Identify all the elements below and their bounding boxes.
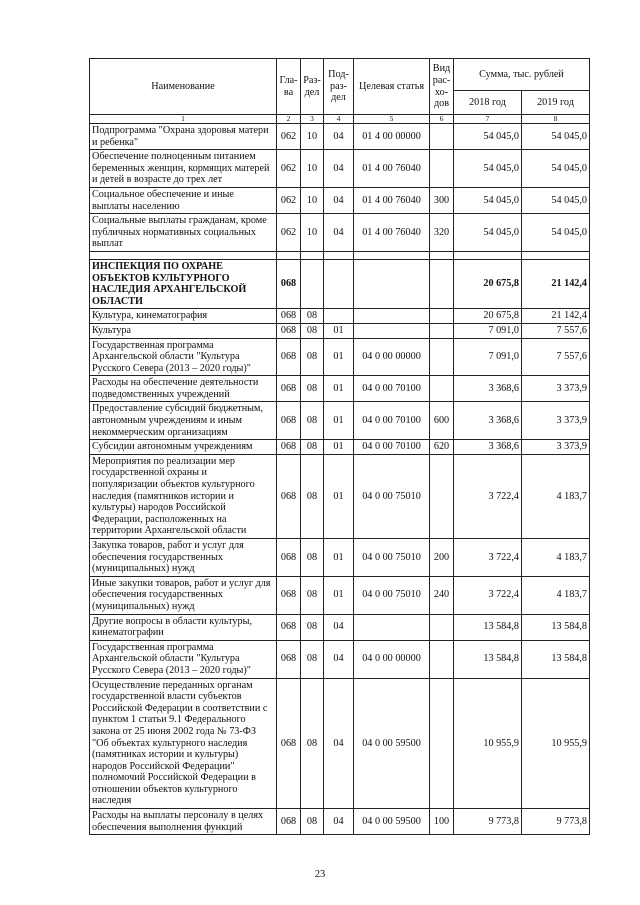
row-amount-2018: 20 675,8 bbox=[454, 309, 522, 324]
row-target: 04 0 00 70100 bbox=[354, 440, 430, 455]
row-amount-2018: 54 045,0 bbox=[454, 150, 522, 188]
row-vid bbox=[430, 309, 454, 324]
row-amount-2019: 54 045,0 bbox=[522, 214, 590, 252]
row-podrazdel: 01 bbox=[324, 576, 354, 614]
row-target: 04 0 00 75010 bbox=[354, 454, 430, 538]
table-row bbox=[90, 640, 590, 678]
row-vid bbox=[430, 124, 454, 150]
header-razdel: Раз-дел bbox=[301, 59, 324, 115]
row-amount-2019: 21 142,4 bbox=[522, 259, 590, 308]
table-row bbox=[90, 309, 590, 324]
row-razdel: 08 bbox=[301, 539, 324, 577]
row-razdel: 10 bbox=[301, 214, 324, 252]
row-glava: 068 bbox=[277, 259, 301, 308]
row-glava: 068 bbox=[277, 323, 301, 338]
row-amount-2019: 54 045,0 bbox=[522, 124, 590, 150]
row-amount-2018: 9 773,8 bbox=[454, 809, 522, 835]
row-target: 04 0 00 70100 bbox=[354, 402, 430, 440]
row-glava: 062 bbox=[277, 124, 301, 150]
row-amount-2019: 9 773,8 bbox=[522, 809, 590, 835]
row-name: Субсидии автономным учреждениям bbox=[90, 440, 277, 455]
row-target bbox=[354, 309, 430, 324]
row-vid bbox=[430, 323, 454, 338]
table-row bbox=[90, 187, 590, 213]
row-name: Расходы на обеспечение деятельности подведомственных учреждений bbox=[90, 376, 277, 402]
row-name: Иные закупки товаров, работ и услуг для обеспечения государственных (муниципальных) нужд bbox=[90, 576, 277, 614]
row-amount-2018: 3 722,4 bbox=[454, 539, 522, 577]
row-vid bbox=[430, 454, 454, 538]
row-podrazdel: 04 bbox=[324, 150, 354, 188]
row-amount-2019: 13 584,8 bbox=[522, 640, 590, 678]
table-row bbox=[90, 124, 590, 150]
row-name: Социальное обеспечение и иные выплаты населению bbox=[90, 187, 277, 213]
row-amount-2018: 54 045,0 bbox=[454, 214, 522, 252]
row-razdel: 08 bbox=[301, 678, 324, 809]
row-target: 04 0 00 00000 bbox=[354, 338, 430, 376]
row-razdel: 10 bbox=[301, 187, 324, 213]
column-number: 7 bbox=[454, 115, 522, 124]
row-amount-2018: 3 368,6 bbox=[454, 402, 522, 440]
row-glava: 068 bbox=[277, 376, 301, 402]
table-row bbox=[90, 376, 590, 402]
row-vid bbox=[430, 376, 454, 402]
column-number: 6 bbox=[430, 115, 454, 124]
row-vid: 100 bbox=[430, 809, 454, 835]
row-vid: 320 bbox=[430, 214, 454, 252]
row-name: Государственная программа Архангельской области "Культура Русского Севера (2013 – 2020 годы)" bbox=[90, 640, 277, 678]
row-vid: 200 bbox=[430, 539, 454, 577]
row-podrazdel: 01 bbox=[324, 338, 354, 376]
row-glava: 062 bbox=[277, 150, 301, 188]
header-sum: Сумма, тыс. рублей bbox=[454, 59, 590, 91]
row-podrazdel: 01 bbox=[324, 376, 354, 402]
row-target: 04 0 00 70100 bbox=[354, 376, 430, 402]
row-amount-2018: 20 675,8 bbox=[454, 259, 522, 308]
row-razdel: 08 bbox=[301, 576, 324, 614]
row-glava: 068 bbox=[277, 539, 301, 577]
row-name: Другие вопросы в области культуры, кинематографии bbox=[90, 614, 277, 640]
header-year-2019: 2019 год bbox=[522, 91, 590, 115]
row-amount-2018: 13 584,8 bbox=[454, 614, 522, 640]
row-amount-2019: 4 183,7 bbox=[522, 454, 590, 538]
row-podrazdel bbox=[324, 259, 354, 308]
column-number: 1 bbox=[90, 115, 277, 124]
row-amount-2019: 54 045,0 bbox=[522, 150, 590, 188]
row-razdel: 08 bbox=[301, 614, 324, 640]
row-target bbox=[354, 323, 430, 338]
header-glava: Гла-ва bbox=[277, 59, 301, 115]
row-podrazdel: 04 bbox=[324, 187, 354, 213]
row-glava: 068 bbox=[277, 309, 301, 324]
row-target bbox=[354, 259, 430, 308]
row-name: Закупка товаров, работ и услуг для обеспечения государственных (муниципальных) нужд bbox=[90, 539, 277, 577]
row-razdel: 10 bbox=[301, 124, 324, 150]
row-amount-2018: 7 091,0 bbox=[454, 323, 522, 338]
row-name: Обеспечение полноценным питанием беременных женщин, кормящих матерей и детей в возрасте до трех лет bbox=[90, 150, 277, 188]
row-razdel: 08 bbox=[301, 440, 324, 455]
row-podrazdel: 01 bbox=[324, 539, 354, 577]
row-razdel: 08 bbox=[301, 338, 324, 376]
row-vid bbox=[430, 259, 454, 308]
row-podrazdel: 01 bbox=[324, 323, 354, 338]
table-row bbox=[90, 539, 590, 577]
row-amount-2019: 3 373,9 bbox=[522, 440, 590, 455]
row-podrazdel: 04 bbox=[324, 124, 354, 150]
row-amount-2018: 54 045,0 bbox=[454, 124, 522, 150]
spacer-row bbox=[90, 251, 590, 259]
page-number: 23 bbox=[314, 869, 326, 880]
table-row bbox=[90, 454, 590, 538]
table-row bbox=[90, 150, 590, 188]
table-row bbox=[90, 259, 590, 308]
row-amount-2018: 7 091,0 bbox=[454, 338, 522, 376]
row-glava: 068 bbox=[277, 576, 301, 614]
header-name: Наименование bbox=[90, 59, 277, 115]
row-name: Предоставление субсидий бюджетным, автономным учреждениям и иным некоммерческим организациям bbox=[90, 402, 277, 440]
row-glava: 068 bbox=[277, 614, 301, 640]
row-amount-2019: 10 955,9 bbox=[522, 678, 590, 809]
row-target: 01 4 00 76040 bbox=[354, 150, 430, 188]
row-glava: 068 bbox=[277, 338, 301, 376]
row-amount-2019: 21 142,4 bbox=[522, 309, 590, 324]
row-razdel: 10 bbox=[301, 150, 324, 188]
row-target: 01 4 00 76040 bbox=[354, 214, 430, 252]
row-razdel: 08 bbox=[301, 309, 324, 324]
row-amount-2019: 7 557,6 bbox=[522, 323, 590, 338]
row-vid bbox=[430, 614, 454, 640]
budget-table bbox=[89, 58, 590, 835]
row-razdel: 08 bbox=[301, 323, 324, 338]
row-amount-2019: 3 373,9 bbox=[522, 402, 590, 440]
row-amount-2018: 3 368,6 bbox=[454, 376, 522, 402]
row-name: Мероприятия по реализации мер государственной охраны и популяризации объектов культурного наследия (памятников истории и культуры) народов Российской Федерации, расположенных на территории Архангельской области bbox=[90, 454, 277, 538]
column-number: 5 bbox=[354, 115, 430, 124]
row-razdel: 08 bbox=[301, 454, 324, 538]
header-target: Целевая статья bbox=[354, 59, 430, 115]
row-amount-2018: 10 955,9 bbox=[454, 678, 522, 809]
row-podrazdel: 01 bbox=[324, 454, 354, 538]
row-razdel bbox=[301, 259, 324, 308]
row-name: Государственная программа Архангельской области "Культура Русского Севера (2013 – 2020 годы)" bbox=[90, 338, 277, 376]
row-podrazdel: 04 bbox=[324, 640, 354, 678]
row-amount-2018: 54 045,0 bbox=[454, 187, 522, 213]
row-amount-2019: 54 045,0 bbox=[522, 187, 590, 213]
row-podrazdel: 04 bbox=[324, 614, 354, 640]
row-podrazdel: 01 bbox=[324, 440, 354, 455]
row-vid bbox=[430, 338, 454, 376]
row-razdel: 08 bbox=[301, 640, 324, 678]
row-target: 04 0 00 00000 bbox=[354, 640, 430, 678]
row-name: Осуществление переданных органам государственной власти субъектов Российской Федерации в соответствии с пунктом 1 статьи 9.1 Федерального закона от 25 июня 2002 года № 73-ФЗ "Об объектах культурного наследия (памятниках истории и культуры) народов Российской Федерации" полномочий Российской Федерации в отношении объектов культурного наследия bbox=[90, 678, 277, 809]
table-row bbox=[90, 338, 590, 376]
row-razdel: 08 bbox=[301, 809, 324, 835]
row-amount-2019: 4 183,7 bbox=[522, 539, 590, 577]
row-amount-2018: 3 368,6 bbox=[454, 440, 522, 455]
column-number: 8 bbox=[522, 115, 590, 124]
header-year-2018: 2018 год bbox=[454, 91, 522, 115]
row-target: 04 0 00 59500 bbox=[354, 809, 430, 835]
row-amount-2018: 3 722,4 bbox=[454, 454, 522, 538]
row-glava: 062 bbox=[277, 214, 301, 252]
row-vid bbox=[430, 640, 454, 678]
row-name: ИНСПЕКЦИЯ ПО ОХРАНЕ ОБЪЕКТОВ КУЛЬТУРНОГО НАСЛЕДИЯ АРХАНГЕЛЬСКОЙ ОБЛАСТИ bbox=[90, 259, 277, 308]
row-glava: 068 bbox=[277, 809, 301, 835]
row-vid: 240 bbox=[430, 576, 454, 614]
row-name: Социальные выплаты гражданам, кроме публичных нормативных социальных выплат bbox=[90, 214, 277, 252]
row-amount-2019: 4 183,7 bbox=[522, 576, 590, 614]
row-podrazdel: 04 bbox=[324, 214, 354, 252]
row-amount-2019: 3 373,9 bbox=[522, 376, 590, 402]
table-row bbox=[90, 576, 590, 614]
row-podrazdel: 01 bbox=[324, 402, 354, 440]
row-glava: 068 bbox=[277, 640, 301, 678]
row-amount-2018: 13 584,8 bbox=[454, 640, 522, 678]
table-row bbox=[90, 614, 590, 640]
row-amount-2019: 13 584,8 bbox=[522, 614, 590, 640]
row-name: Культура bbox=[90, 323, 277, 338]
row-podrazdel: 04 bbox=[324, 678, 354, 809]
header-podrazdel: Под-раз-дел bbox=[324, 59, 354, 115]
row-target: 04 0 00 59500 bbox=[354, 678, 430, 809]
table-row bbox=[90, 809, 590, 835]
row-target bbox=[354, 614, 430, 640]
table-row bbox=[90, 678, 590, 809]
column-number: 4 bbox=[324, 115, 354, 124]
table-row bbox=[90, 440, 590, 455]
row-amount-2018: 3 722,4 bbox=[454, 576, 522, 614]
row-name: Культура, кинематография bbox=[90, 309, 277, 324]
row-target: 01 4 00 00000 bbox=[354, 124, 430, 150]
row-glava: 068 bbox=[277, 440, 301, 455]
row-podrazdel: 04 bbox=[324, 809, 354, 835]
row-name: Расходы на выплаты персоналу в целях обеспечения выполнения функций bbox=[90, 809, 277, 835]
table-row bbox=[90, 214, 590, 252]
row-glava: 068 bbox=[277, 402, 301, 440]
row-vid: 620 bbox=[430, 440, 454, 455]
header-vid: Вид рас-хо-дов bbox=[430, 59, 454, 115]
row-razdel: 08 bbox=[301, 402, 324, 440]
row-glava: 068 bbox=[277, 678, 301, 809]
row-amount-2019: 7 557,6 bbox=[522, 338, 590, 376]
row-glava: 068 bbox=[277, 454, 301, 538]
column-number: 3 bbox=[301, 115, 324, 124]
table-row bbox=[90, 323, 590, 338]
row-vid: 300 bbox=[430, 187, 454, 213]
row-target: 04 0 00 75010 bbox=[354, 576, 430, 614]
row-target: 01 4 00 76040 bbox=[354, 187, 430, 213]
row-target: 04 0 00 75010 bbox=[354, 539, 430, 577]
column-number: 2 bbox=[277, 115, 301, 124]
row-name: Подпрограмма "Охрана здоровья матери и ребенка" bbox=[90, 124, 277, 150]
row-vid bbox=[430, 150, 454, 188]
row-vid bbox=[430, 678, 454, 809]
row-razdel: 08 bbox=[301, 376, 324, 402]
table-row bbox=[90, 402, 590, 440]
row-glava: 062 bbox=[277, 187, 301, 213]
row-vid: 600 bbox=[430, 402, 454, 440]
row-podrazdel bbox=[324, 309, 354, 324]
